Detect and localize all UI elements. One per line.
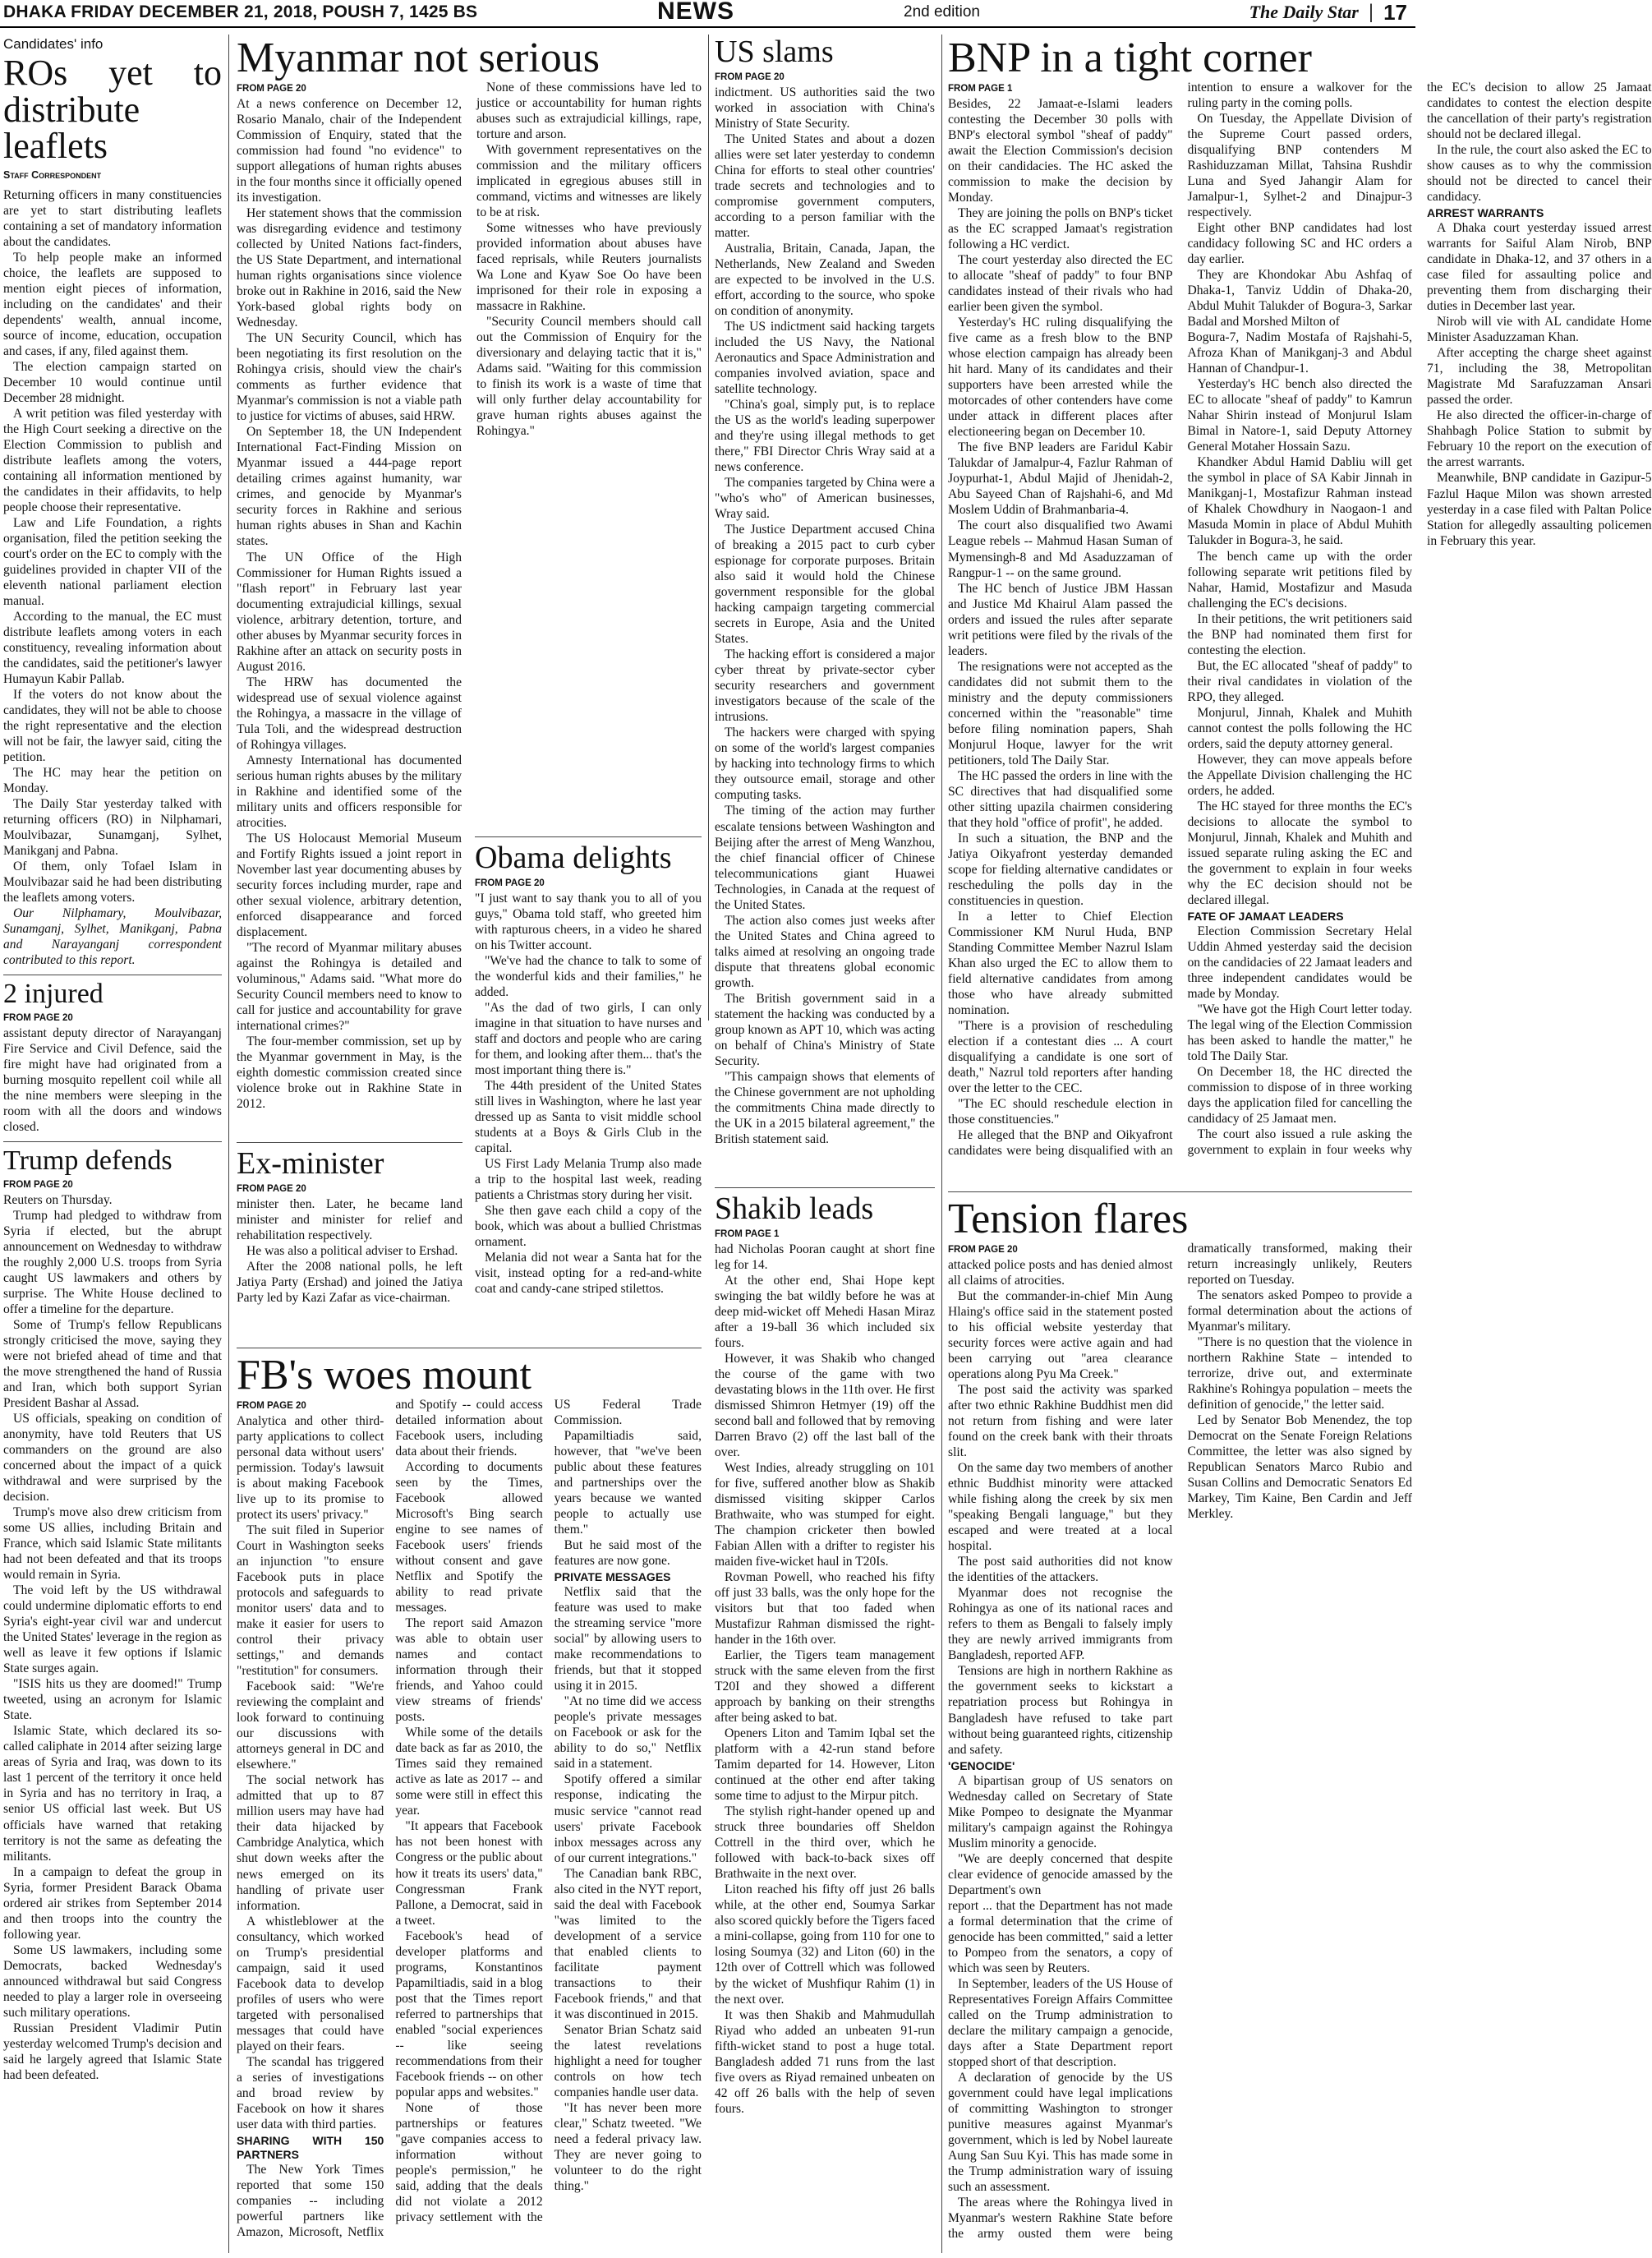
paragraph: The hacking effort is considered a major cyber threat by private-sector cyber security researchers and government investigators because of the scale of the intrusions. [715, 647, 935, 725]
paragraph: On the same day two members of another ethnic Buddhist minority were attacked while fishing along the creek by six men "speaking Bengali language," but they escaped and were treated at a local hospital. [948, 1461, 1173, 1554]
article-us-slams [715, 36, 935, 1182]
paragraph: Rovman Powell, who reached his fifty off just 33 balls, was the only hope for the visitors but that too faded when Mustafizur Rahman dismissed the right-hander in the 16th over. [715, 1570, 935, 1647]
paragraph: "ISIS hits us they are doomed!" Trump tweeted, using an acronym for Islamic State. [3, 1677, 222, 1723]
paragraph: He was also a political adviser to Ershad. [246, 1243, 458, 1258]
paragraph: Monjurul, Jinnah, Khalek and Muhith cannot contest the polls following the HC orders, said the deputy attorney general. [1187, 705, 1412, 751]
paragraph: A Dhaka court yesterday issued arrest warrants for Saiful Alam Nirob, BNP candidate in Dhaka-12, and 37 others in a case filed for assaulting police and preventing them from discharging their duties in December last year. [1427, 221, 1652, 314]
paragraph: They are joining the polls on BNP's ticket as the EC scrapped Jamaat's registration following a HC verdict. [948, 206, 1173, 252]
paragraph: Trump had pledged to withdraw from Syria if elected, but the abrupt announcement on Wednesday to withdraw the roughly 2,000 U.S. troops from Syria caught US lawmakers and others by surprise. The White House declined to offer a timeline for the departure. [3, 1208, 222, 1316]
paragraph: Reuters on Thursday. [3, 1192, 113, 1207]
paragraph: attacked police posts and has denied almost all claims of atrocities. [948, 1258, 1173, 1288]
divider: | [1368, 1, 1374, 23]
paragraph: The areas where the Rohingya lived in Myanmar's western Rakhine State before the army ousted them were being dramatically transformed, making their return increasingly unlikely, Reuters reported on Tuesday. [948, 1242, 1412, 2242]
jump-line: FROM PAGE 20 [237, 84, 306, 94]
paragraph: To help people make an informed choice, the leaflets are supposed to mention eight pieces of information, including on the candidates' and their dependents' wealth, annual income, source of income, education, occupation and cases, if any, filed against them. [3, 250, 222, 358]
paragraph: The post said authorities did not know the identities of the attackers. [948, 1555, 1173, 1585]
paragraph: The suit filed in Superior Court in Washington seeks an injunction "to ensure Facebook puts in place protocols and safeguards to monitor users' data and to make it easier for users to control their privacy settings," and demands "restitution" for consumers. [237, 1523, 384, 1679]
paragraph: Facebook said: "We're reviewing the complaint and look forward to continuing our discussions with attorneys general in DC and elsewhere." [237, 1680, 384, 1772]
paragraph: Returning officers in many constituencies are yet to start distributing leaflets containing a set of mandatory information about the candidates. [3, 187, 222, 249]
article-ros-body [3, 187, 222, 969]
paragraph: The senators asked Pompeo to provide a formal determination about the actions of Myanmar's military. [1187, 1288, 1412, 1334]
paragraph: The report said Amazon was able to obtain user names and contact information through their friends, and Yahoo could view streams of friends' posts. [395, 1616, 543, 1725]
paragraph: The timing of the action may further escalate tensions between Washington and Beijing after the arrest of Meng Wanzhou, the chief financial officer of Chinese telecommunications giant Huawei Technologies, in Canada at the request of the United States. [715, 804, 935, 912]
paragraph: At the other end, Shai Hope kept swinging the bat wildly before he was at deep mid-wicket off Mehedi Hasan Miraz after a 19-ball 36 which included six fours. [715, 1273, 935, 1350]
paragraph: Trump's move also drew criticism from some US allies, including Britain and France, which said Islamic State militants had not been defeated and that its troops would remain in Syria. [3, 1505, 222, 1583]
jump-line: FROM PAGE 20 [475, 878, 545, 888]
paragraph: In a campaign to defeat the group in Syria, former President Barack Obama ordered air strikes from September 2014 and then troops into the country the following year. [3, 1864, 222, 1942]
paragraph: Some US lawmakers, including some Democrats, backed Wednesday's announced withdrawal but said Congress needed to play a larger role in overseeing such military operations. [3, 1942, 222, 2020]
kicker: Candidates' info [3, 36, 104, 52]
paragraph: The Canadian bank RBC, also cited in the NYT report, said the deal with Facebook "was limited to the development of a service that enabled clients to facilitate payment transactions to their Facebook friends," and that it was discontinued in 2015. [554, 1866, 702, 2021]
paragraph: had Nicholas Pooran caught at short fine leg for 14. [715, 1242, 935, 1272]
masthead [0, 0, 1415, 25]
paragraph: "There is a provision of rescheduling election if a contestant dies ... A court disqualifying a candidate is one sort of death," Nazrul told reporters after handing over the letter to the CEC. [948, 1018, 1173, 1096]
paragraph: The scandal has triggered a series of investigations and broad review by Facebook on how it shares user data with third parties. [237, 2054, 384, 2131]
paragraph: Bogura-7, Nadim Mostafa of Rajshahi-5, Afroza Khan of Manikganj-3 and Abdul Hannan of Chandpur-1. [1187, 330, 1412, 376]
paragraph: Analytica and other third-party applications to collect personal data without users' permission. Today's lawsuit is about making Facebook live up to its promise to protect its users' privacy." [237, 1414, 384, 1523]
paragraph: The Justice Department accused China of breaking a 2015 pact to curb cyber espionage for corporate purposes. Britain also said it would hold the Chinese government responsible for the global hacking campaign targeting commercial secrets in Europe, Asia and the United States. [715, 523, 935, 647]
paragraph: "We are deeply concerned that despite clear evidence of genocide amassed by the Department's own [948, 1851, 1173, 1897]
jump-line: FROM PAGE 1 [715, 1228, 780, 1239]
paragraph: According to documents seen by the Times, Facebook allowed Microsoft's Bing search engine to see names of Facebook users' friends without consent and gave Netflix and Spotify the ability to read private messages. [395, 1460, 543, 1615]
credit-line: Our Nilphamary, Moulvibazar, Sunamganj, Sylhet, Manikganj, Pabna and Narayanganj correspondent contributed to this report. [3, 906, 222, 968]
article-bnp-body [948, 80, 1652, 1164]
paragraph: A declaration of genocide by the US government could have legal implications of committing Washington to stronger punitive measures against Myanmar's government, which is led by Nobel laureate Aung San Suu Kyi. This has made some in the Trump administration wary of issuing such an assessment. [948, 2070, 1173, 2195]
paragraph: The companies targeted by China were a "who's who" of American businesses, Wray said. [715, 476, 935, 522]
paragraph: He also directed the officer-in-charge of Shahbagh Police Station to submit by February 10 the report on the execution of the arrest warrants. [1427, 408, 1652, 470]
paragraph: Eight other BNP candidates had lost candidacy following SC and HC orders a day earlier. [1187, 221, 1412, 267]
paragraph: "It has never been more clear," Schatz tweeted. "We need a federal privacy law. They are never going to volunteer to do the right thing." [554, 2100, 702, 2193]
paragraph: Myanmar does not recognise the Rohingya as one of its national races and refers to them as Bengali to falsely imply they are newly arrived immigrants from Bangladesh, reported AFP. [948, 1586, 1173, 1663]
paragraph: He alleged that the BNP and Oikyafront candidates were being disqualified with an intention to ensure a walkover for the ruling party in the coming polls. [948, 81, 1412, 1159]
paragraph: The HRW has documented the widespread use of sexual violence against the Rohingya, a massacre in the village of Tula Toli, and the widespread destruction of Rohingya villages. [237, 675, 462, 752]
divider [3, 1141, 222, 1142]
divider [475, 836, 702, 837]
headline-us-slams: US slams [715, 35, 834, 69]
paragraph: The resignations were not accepted as the candidates did not submit them to the ministry and the deputy commissioners concerned within the "reasonable" time before filing nomination papers, Shah Monjurul Hoque, lawyer for the writ petitioners, told The Daily Star. [948, 659, 1173, 767]
paragraph: The hackers were charged with spying on some of the world's largest companies by hacking into technology firms to which they outsource email, storage and other computing tasks. [715, 726, 935, 803]
headline-ros: ROs yet to distribute leaflets [3, 52, 222, 167]
paragraph: The UN Security Council, which has been negotiating its first resolution on the Rohingya crisis, should view the chair's comments as further evidence that Myanmar's commission is not a viable path to justice for victims of abuses, said HRW. [237, 331, 462, 424]
jump-line: FROM PAGE 1 [948, 84, 1013, 94]
paragraph: "There is no question that the violence in northern Rakhine State – intended to terrorize, drive out, and exterminate Rakhine's Rohingya population – meets the definition of genocide," the letter said. [1187, 1335, 1412, 1412]
paragraph: However, it was Shakib who changed the course of the game with two devastating blows in the 11th over. He first dismissed Shimron Hetmyer (19) off the second ball and followed that by removing Darren Bravo (2) off the last ball of the over. [715, 1351, 935, 1459]
paragraph: The bench came up with the order following separate writ petitions filed by Nahar, Hamid, Mostafizur and Masuda challenging the EC's decisions. [1187, 549, 1412, 611]
paragraph: Senator Brian Schatz said the latest revelations highlight a need for tougher controls on how tech companies handle user data. [554, 2022, 702, 2099]
paragraph: The stylish right-hander opened up and struck three boundaries off Sheldon Cottrell in the third over, which he followed with back-to-back sixes off Brathwaite in the next over. [715, 1804, 935, 1882]
paragraph: assistant deputy director of Narayanganj Fire Service and Civil Defence, said the fire might have had originated from a burning mosquito repellent coil while all the nine members were sleeping in the room with all the doors and windows closed. [3, 1026, 222, 1135]
paragraph: The HC may hear the petition on Monday. [3, 766, 222, 796]
paragraph: report ... that the Department has not made a formal determination that the crime of genocide has been committed," said a letter to Pompeo from the senators, a copy of which was seen by Reuters. [948, 1898, 1173, 1975]
paragraph: However, they can move appeals before the Appellate Division challenging the HC orders, he added. [1187, 752, 1412, 798]
headline-myanmar: Myanmar not serious [237, 35, 600, 81]
subhead: ARREST WARRANTS [1427, 206, 1544, 220]
paragraph: West Indies, already struggling on 101 for five, suffered another blow as Shakib dismissed visiting skipper Carlos Brathwaite, who was stumped for eight. The champion cricketer then bowled Fabian Allen with a drifter to register his maiden five-wicket haul in T20Is. [715, 1460, 935, 1569]
dateline: DHAKA FRIDAY DECEMBER 21, 2018, POUSH 7, 1425 BS [3, 2, 478, 21]
paragraph: The 44th president of the United States still lives in Washington, where he last year dressed up as Santa to visit middle school students at a Boys & Girls Club in the capital. [475, 1078, 702, 1156]
masthead-rule [0, 26, 1415, 28]
paragraph: US First Lady Melania Trump also made a trip to the hospital last week, reading patients a Christmas story during her visit. [475, 1157, 702, 1203]
paragraph: The court yesterday also directed the EC to allocate "sheaf of paddy" to four BNP candidates instead of their rivals who had earlier been given the symbol. [948, 253, 1173, 315]
paragraph: If the voters do not know about the candidates, they will not be able to choose the right representative and the election will not be fair, the lawyer said, citing the petition. [3, 688, 222, 765]
paragraph: But he said most of the features are now gone. [554, 1538, 702, 1569]
paragraph: Yesterday's HC ruling disqualifying the five came as a fresh blow to the BNP whose election campaign has already been hit hard. Many of its candidates and their supporters have been arrested while the motorcades of other contenders have come under attack in different places after electioneering began on December 10. [948, 316, 1173, 440]
column-rule [228, 35, 229, 2253]
divider [948, 1191, 1412, 1192]
paragraph: The court also disqualified two Awami League rebels -- Mahmud Hasan Suman of Mymensingh-8 and Md Asaduzzaman of Rangpur-1 -- on the same ground. [948, 518, 1173, 580]
article-bnp [948, 35, 1652, 1187]
headline-2-injured: 2 injured [3, 979, 104, 1010]
paragraph: Russian President Vladimir Putin yesterday welcomed Trump's decision and said he largely agreed that Islamic State had been defeated. [3, 2021, 222, 2082]
subhead: 'GENOCIDE' [948, 1758, 1015, 1772]
paragraph: Nirob will vie with AL candidate Home Minister Asaduzzaman Khan. [1427, 315, 1652, 345]
edition-label: 2nd edition [904, 3, 980, 21]
paragraph: In their petitions, the writ petitioners said the BNP had nominated them first for contesting the election. [1187, 611, 1412, 657]
headline-obama: Obama delights [475, 841, 672, 875]
paragraph: Led by Senator Bob Menendez, the top Democrat on the Senate Foreign Relations Committee, the letter was also signed by Republican Senators Marco Rubio and Susan Collins and Democratic Senators Ed Markey, Tim Kaine, Ben Cardin and Jeff Merkley. [1187, 1413, 1412, 1522]
paragraph: "It appears that Facebook has not been honest with Congress or the public about how it treats its users' data," Congressman Frank Pallone, a Democrat, said in a tweet. [395, 1819, 543, 1928]
paragraph: "I just want to say thank you to all of you guys," Obama told staff, who greeted him with rapturous cheers, in a video he shared on his Twitter account. [475, 891, 702, 952]
paragraph: None of those partnerships or features "gave companies access to information without people's permission," he said, adding that the deals did not violate a 2012 privacy settlement with the US Federal Trade Commission. [395, 1398, 702, 2224]
paragraph: "The EC should reschedule election in those constituencies." [948, 1097, 1173, 1127]
paragraph: "At no time did we access people's private messages on Facebook or ask for the ability to do so," Netflix said in a statement. [554, 1694, 702, 1772]
paragraph: None of these commissions have led to justice or accountability for human rights abuses such as extrajudicial killings, rape, torture and arson. [476, 81, 702, 142]
paragraph: Election Commission Secretary Helal Uddin Ahmed yesterday said the decision on the candidacies of 22 Jamaat leaders and three independent candidates would be made by Monday. [1187, 924, 1412, 1001]
paragraph: Some witnesses who have previously provided information about abuses have faced reprisals, while Reuters journalists Wa Lone and Kyaw Soe Oo have been imprisoned for their role in exposing a massacre in Rakhine. [476, 221, 702, 314]
article-facebook [237, 1348, 702, 2256]
paragraph: Facebook's head of developer platforms and programs, Konstantinos Papamiltiadis, said in a blog post that the Times report referred to partnerships that enabled "social experiences -- like seeing recommendations from their Facebook friends -- on other popular apps and websites." [395, 1929, 543, 2099]
subhead: FATE OF JAMAAT LEADERS [1187, 909, 1344, 923]
paragraph: The UN Office of the High Commissioner for Human Rights issued a "flash report" in February last year documenting extrajudicial killings, sexual violence, arbitrary detention, torture, and other abuses by Myanmar security forces in Rakhine after an attack on security posts in August 2016. [237, 550, 462, 674]
paragraph: After accepting the charge sheet against 71, including the 38, Metropolitan Magistrate Md Sarafuzzaman Ansari passed the order. [1427, 346, 1652, 408]
paragraph: The HC passed the orders in line with the SC directives that had disqualified some other sitting upazila chairmen considering that they hold "office of profit", he added. [948, 768, 1173, 830]
paragraph: A writ petition was filed yesterday with the High Court seeking a directive on the Election Commission to publish and distribute leaflets among the voters, containing all information mentioned by the candidates in their affidavits, to help people choose their representative. [3, 406, 222, 514]
paragraph: In such a situation, the BNP and the Jatiya Oikyafront yesterday demanded scope for fielding alternative candidates or rescheduling the polls day in the constituencies in question. [948, 831, 1173, 908]
paragraph: Netflix said that the feature was used to make the streaming service "more social" by allowing users to make recommendations to friends, but that it stopped using it in 2015. [554, 1585, 702, 1694]
headline-tension: Tension flares [948, 1196, 1189, 1242]
paragraph: On December 18, the HC directed the commission to dispose of in three working days the application filed for cancelling the candidacy of 25 Jamaat men. [1187, 1065, 1412, 1127]
paragraph: "China's goal, simply put, is to replace the US as the world's leading superpower and they're using illegal methods to get there," FBI Director Chris Wray said at a news conference. [715, 398, 935, 475]
paragraph: They are Khondokar Abu Ashfaq of Dhaka-1, Tanviz Uddin of Dhaka-20, Abdul Muhit Talukder of Bogura-3, Sarkar Badal and Morshed Milton of [1187, 268, 1412, 329]
paragraph: "This campaign shows that elements of the Chinese government are not upholding the commitments China made directly to the UK in a 2015 bilateral agreement," the British statement said. [715, 1069, 935, 1146]
paragraph: "We've had the chance to talk to some of the wonderful kids and their families," he added. [475, 953, 702, 999]
paragraph: The United States and about a dozen allies were set later yesterday to condemn China for efforts to steal other countries' trade secrets and technologies and to compromise government computers, according to a person familiar with the matter. [715, 131, 935, 240]
headline-trump: Trump defends [3, 1145, 173, 1177]
paragraph: On September 18, the UN Independent International Fact-Finding Mission on Myanmar issued a 444-page report detailing crimes against humanity, war crimes, and genocide by Myanmar's security forces in Rakhine and serious human rights abuses in Shan and Kachin states. [237, 425, 462, 549]
paragraph: Melania did not wear a Santa hat for the visit, instead opting for a red-and-white coat and candy-cane striped stilettos. [475, 1251, 702, 1297]
paragraph: In a letter to Chief Election Commissioner KM Nurul Huda, BNP Standing Committee Member Nazrul Islam Khan also urged the EC to allow them to field alternative candidates from among those who have already submitted nomination. [948, 909, 1173, 1017]
column-rule [941, 35, 942, 2253]
paragraph: The HC bench of Justice JBM Hassan and Justice Md Khairul Alam passed the orders and issued the rules after separate writ petitions were filed by the rivals of the leaders. [948, 581, 1173, 658]
paragraph: The five BNP leaders are Faridul Kabir Talukdar of Jamalpur-4, Fazlur Rahman of Joypurhat-1, Abdul Majid of Jhenidah-2, Abu Sayeed Chan of Rajshahi-6, and Md Moslem Uddin of Brahmanbaria-4. [948, 440, 1173, 518]
page-number: 17 [1383, 0, 1407, 25]
article-ex-minister [237, 1142, 462, 1339]
paragraph: Her statement shows that the commission was disregarding evidence and testimony collected by United Nations fact-finders, the US State Department, and international human rights organisations since violence broke out in Rakhine in 2016, said the New York-based global rights body on Wednesday. [237, 206, 462, 330]
paragraph: Besides, 22 Jamaat-e-Islami leaders contesting the December 30 polls with BNP's electoral symbol "sheaf of paddy" await the Election Commission's decision on their candidacies. The HC asked the commission to make the decision by Monday. [948, 97, 1173, 205]
paragraph: "As the dad of two girls, I can only imagine in that situation to have nurses and staff and doctors and people who are caring for them, and looking after them... that's the most important thing there is." [475, 1000, 702, 1077]
masthead-right [1249, 0, 1415, 25]
paragraph: Some of Trump's fellow Republicans strongly criticised the move, saying they were not briefed ahead of time and that the move strengthened the hand of Russia and Iran, which both support Syrian President Bashar al Assad. [3, 1318, 222, 1411]
paragraph: The US indictment said hacking targets included the US Navy, the National Aeronautics and Space Administration and companies involved aviation, space and satellite technology. [715, 320, 935, 397]
paragraph: A bipartisan group of US senators on Wednesday called on Secretary of State Mike Pompeo to designate the Myanmar military's campaign against the Rohingya Muslim minority a genocide. [948, 1773, 1173, 1850]
paragraph: "The record of Myanmar military abuses against the Rohingya is detailed and voluminous," Adams said. "What more do Security Council members need to know to call for justice and accountability for grave international crimes?" [237, 940, 462, 1033]
jump-line: FROM PAGE 20 [3, 1013, 73, 1024]
paragraph: Of them, only Tofael Islam in Moulvibazar said he had been distributing the leaflets among voters. [3, 859, 222, 906]
paragraph: Liton reached his fifty off just 26 balls while, at the other end, Soumya Sarkar also scored quickly before the Tigers faced a mini-collapse, going from 110 for one to losing Soumya (32) and Liton (60) in the 12th over of Cottrell which was followed by the wicket of Mushfiqur Rahim (1) in the next over. [715, 1882, 935, 2007]
article-obama [475, 836, 702, 1329]
jump-line: FROM PAGE 20 [948, 1245, 1018, 1256]
paragraph: minister then. Later, he became land minister and minister for relief and rehabilitation respectively. [237, 1196, 462, 1242]
headline-bnp: BNP in a tight corner [948, 35, 1312, 81]
paragraph: Yesterday's HC bench also directed the EC to allocate "sheaf of paddy" to Kamrun Nahar Shirin instead of Monjurul Islam Bimal in Natore-1, said Deputy Attorney General Motaher Hossain Sazu. [1187, 377, 1412, 454]
paragraph: The four-member commission, set up by the Myanmar government in May, is the eighth domestic commission created since violence broke out in Rakhine State in 2012. [237, 1034, 462, 1112]
paragraph: The post said the activity was sparked after two ethnic Rakhine Buddhist men did not return from fishing and were later found on the creek bank with their throats slit. [948, 1383, 1173, 1460]
paragraph: But the commander-in-chief Min Aung Hlaing's office said in the statement posted to his official website yesterday that security forces were active again and had been carrying out "area clearance operations along Pyu Ma Creek." [948, 1289, 1173, 1382]
jump-line: FROM PAGE 20 [3, 1179, 73, 1190]
paragraph: Australia, Britain, Canada, Japan, the Netherlands, New Zealand and Sweden are expected to be involved in the U.S. effort, according to the source, who spoke on condition of anonymity. [715, 241, 935, 318]
paragraph: "Security Council members should call out the Commission of Enquiry for the diversionary and delaying tactic that it is," Adams said. "Waiting for this commission to finish its work is a waste of time that will only further delay accountability for grave human rights abuses against the Rohingya." [476, 315, 702, 439]
paragraph: Tensions are high in northern Rakhine as the government seeks to kickstart a repatriation process but Rohingya in Bangladesh have refused to take part without being guaranteed rights, citizenship and safety. [948, 1664, 1173, 1757]
paragraph: After the 2008 national polls, he left Jatiya Party (Ershad) and joined the Jatiya Party led by Kazi Zafar as vice-chairman. [237, 1259, 462, 1305]
paragraph: But, the EC allocated "sheaf of paddy" to their rival candidates in violation of the RPO, they alleged. [1187, 658, 1412, 704]
divider [237, 1142, 462, 1143]
paragraph: The New York Times reported that some 150 companies -- including powerful partners like Amazon, Microsoft, Netflix and Spotify -- could access detailed information about Facebook users, including data about their friends. [237, 1398, 543, 2239]
paragraph: While some of the details date back as far as 2010, the Times said they remained active as late as 2017 -- and some were still in effect this year. [395, 1726, 543, 1818]
paragraph: She then gave each child a copy of the book, which was about a bullied Christmas ornament. [475, 1204, 702, 1250]
article-tension [948, 1191, 1412, 2256]
paragraph: The British government said in a statement the hacking was conducted by a group known as APT 10, which was acting on behalf of China's Ministry of State Security. [715, 991, 935, 1068]
paragraph: The action also comes just weeks after the United States and China agreed to talks aimed at resolving an ongoing trade dispute that threatens global economic growth. [715, 913, 935, 990]
paragraph: "We have got the High Court letter today. The legal wing of the Election Commission has been asked to handle the matter," he told The Daily Star. [1187, 1002, 1412, 1064]
paragraph: In September, leaders of the US House of Representatives Foreign Affairs Committee called on the Trump administration to declare the military campaign a genocide, days after a State Department report stopped short of that description. [948, 1976, 1173, 2069]
paragraph: The social network has admitted that up to 87 million users may have had their data hijacked by Cambridge Analytica, which shut down weeks after the news emerged on its handling of private user information. [237, 1773, 384, 1913]
paragraph: indictment. US authorities said the two worked in association with China's Ministry of State Security. [715, 85, 935, 131]
headline-ex-minister: Ex-minister [237, 1146, 384, 1181]
paragraph: Law and Life Foundation, a rights organisation, filed the petition seeking the court's order on the EC to comply with the guidelines provided in chapter VII of the eleventh national parliament election manual. [3, 515, 222, 609]
column-rule [708, 35, 709, 1021]
paragraph: Openers Liton and Tamim Iqbal set the platform with a 42-run stand before Tamim departed for 14. However, Liton continued at the other end after taking some time to adjust to the Mirpur pitch. [715, 1726, 935, 1804]
subhead: SHARING WITH 150 PARTNERS [237, 2133, 384, 2161]
paragraph: Khandker Abdul Hamid Dabliu will get the symbol in place of SA Kabir Jinnah in Manikganj-1, Mostafizur Rahman instead of Khalek Chowdhury in Naogaon-1 and Masuda Momin in place of Abdul Muhith Talukder in Bogura-3, he said. [1187, 455, 1412, 548]
paragraph: With government representatives on the commission and the military officers implicated in egregious abuses still in command, victims and witnesses are likely to be at risk. [476, 143, 702, 220]
paragraph: According to the manual, the EC must distribute leaflets among voters in each constituency, revealing information about the candidates, said the petitioner's lawyer Humayun Kabir Pallab. [3, 610, 222, 687]
article-facebook-body [237, 1397, 702, 2243]
paragraph: At a news conference on December 12, Rosario Manalo, chair of the Independent Commission of Enquiry, stated that the commission had found "no evidence" to support allegations of human rights abuses in the four months since it officially opened its investigation. [237, 97, 462, 205]
section-title: NEWS [657, 0, 734, 25]
paragraph: The Daily Star yesterday talked with returning officers (RO) in Nilphamari, Moulvibazar, Sunamganj, Sylhet, Manikganj and Pabna. [3, 797, 222, 859]
jump-line: FROM PAGE 20 [237, 1183, 306, 1194]
paragraph: The court also issued a rule asking the government to explain in four weeks why the EC's decision to allow 25 Jamaat candidates to contest the election despite the cancellation of their party's registration should not be declared illegal. [1187, 81, 1652, 1158]
paragraph: Islamic State, which declared its so-called caliphate in 2014 after seizing large areas of Syria and Iraq, was down to its last 1 percent of the territory it once held in Syria and has no territory in Iraq, a senior US official last week. But US officials have warned that retaking territory is not the same as defeating the militants. [3, 1724, 222, 1864]
paragraph: A whistleblower at the consultancy, which worked on Trump's presidential campaign, said it used Facebook data to develop profiles of users who were targeted with personalised messages that could have played on their fears. [237, 1914, 384, 2053]
paragraph: The void left by the US withdrawal could undermine diplomatic efforts to end Syria's eight-year civil war and undercut the United States' leverage in the region as well as leave it few options if Islamic State surges again. [3, 1583, 222, 1676]
jump-line: FROM PAGE 20 [715, 71, 785, 82]
headline-facebook: FB's woes mount [237, 1352, 531, 1399]
column-left [3, 36, 222, 2255]
paragraph: The election campaign started on December 10 would continue until December 28 midnight. [3, 359, 222, 405]
byline: Staff Correspondent [3, 169, 102, 182]
divider [715, 1187, 935, 1188]
paragraph: It was then Shakib and Mahmudullah Riyad who added an unbeaten 91-run fifth-wicket stand to post a huge total. Bangladesh added 71 runs from the last five overs as Riyad remained unbeaten on 42 off 26 balls with the help of seven fours. [715, 2007, 935, 2116]
paragraph: The HC stayed for three months the EC's decisions to allocate the symbol to Monjurul, Jinnah, Khalek and Muhith and issued separate ruling asking the EC and the government to explain in four weeks why the EC decision should not be declared illegal. [1187, 799, 1412, 907]
article-shakib [715, 1187, 935, 2256]
paragraph: In the rule, the court also asked the EC to show causes as to why the commission should not be directed to cancel their candidacy. [1427, 143, 1652, 205]
paragraph: Amnesty International has documented serious human rights abuses by the military in Rakhine and identified some of the military units and officers responsible for atrocities. [237, 753, 462, 830]
paragraph: Papamiltiadis said, however, that "we've been public about these features and partnerships over the years because we wanted people to actually use them." [554, 1429, 702, 1537]
paragraph: The US Holocaust Memorial Museum and Fortify Rights issued a joint report in November last year documenting abuses by security forces including murder, rape and other sexual violence, arbitrary detention, enforced disappearance and forced displacement. [237, 831, 462, 939]
paragraph: Spotify offered a similar response, indicating the music service "cannot read users' private Facebook inbox messages across any of our current integrations." [554, 1772, 702, 1865]
headline-shakib: Shakib leads [715, 1191, 874, 1226]
paragraph: Meanwhile, BNP candidate in Gazipur-5 Fazlul Haque Milon was shown arrested yesterday in a case filed with Paltan Police Station for allegedly assaulting policemen in February this year. [1427, 471, 1652, 548]
jump-line: FROM PAGE 20 [237, 1401, 306, 1412]
paragraph: On Tuesday, the Appellate Division of the Supreme Court passed orders, disqualifying BNP contenders M Rashiduzzaman Millat, Tahsina Rushdir Luna and Syed Jahangir Alam for Jamalpur-1, Sylhet-2 and Dinajpur-3 respectively. [1187, 112, 1412, 220]
subhead: PRIVATE MESSAGES [554, 1570, 671, 1584]
paragraph: US officials, speaking on condition of anonymity, have told Reuters that US commanders on the ground are also concerned about the impact of a quick withdrawal and were surprised by the decision. [3, 1412, 222, 1505]
paragraph: Earlier, the Tigers team management struck with the same eleven from the first T20I and they showed a different approach by banking on their strengths after being asked to bat. [715, 1648, 935, 1726]
article-tension-body [948, 1241, 1412, 2247]
paper-logo: The Daily Star [1249, 2, 1359, 22]
